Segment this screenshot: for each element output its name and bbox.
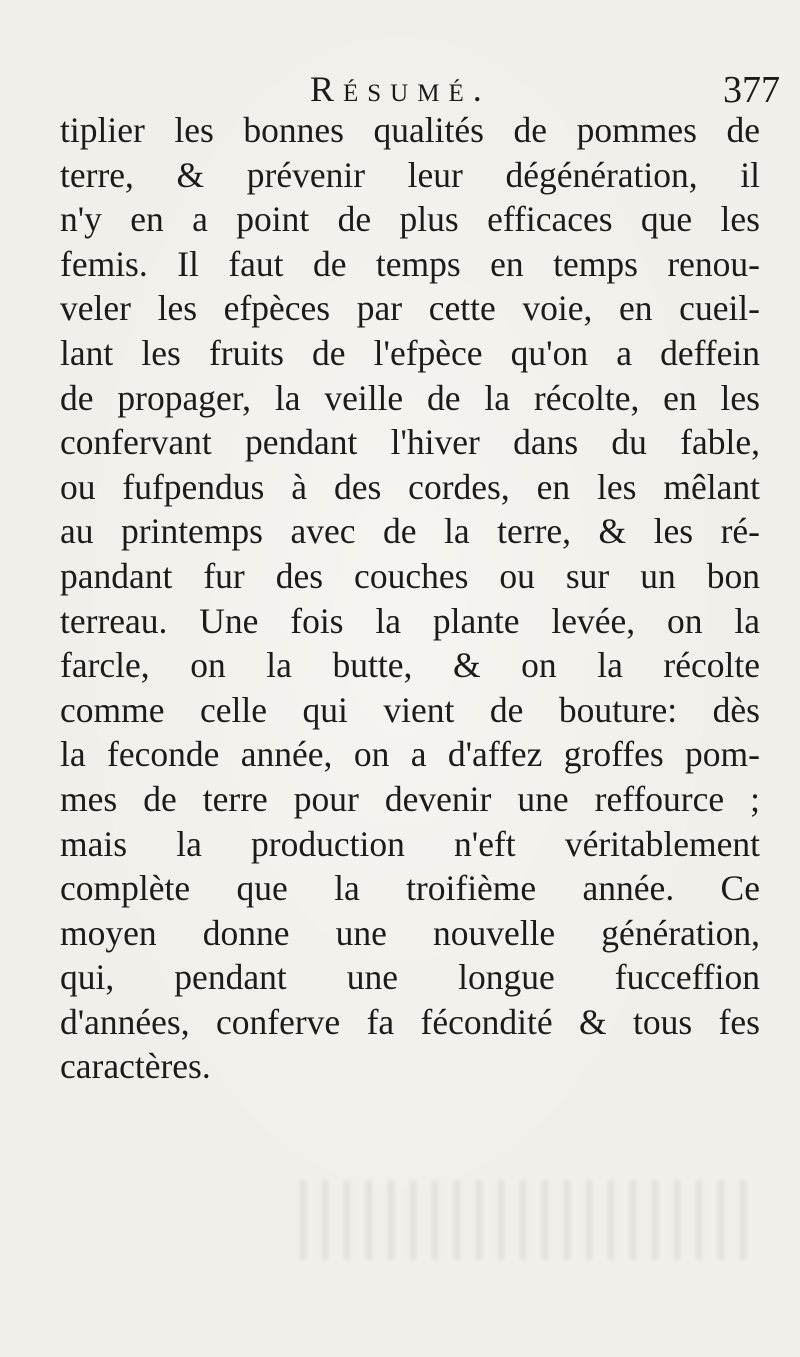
text-line: farcle, on la butte, & on la récolte xyxy=(60,645,760,686)
text-line: d'années, conferve fa fécondité & tous fes xyxy=(60,1001,760,1042)
text-line: comme celle qui vient de bouture: dès xyxy=(60,689,760,730)
text-line: veler les efpèces par cette voie, en cueil- xyxy=(60,288,760,329)
text-line: tiplier les bonnes qualités de pommes de xyxy=(60,110,760,150)
show-through-shadow xyxy=(300,1180,750,1260)
text-line: qui, pendant une longue fucceffion xyxy=(60,957,760,998)
text-line: confervant pendant l'hiver dans du fable, xyxy=(60,422,760,463)
text-line: mes de terre pour devenir une reffource ; xyxy=(60,778,760,819)
text-line: pandant fur des couches ou sur un bon xyxy=(60,555,760,596)
text-line: complète que la troifième année. Ce xyxy=(60,868,760,909)
text-line: femis. Il faut de temps en temps renou- xyxy=(60,243,760,284)
text-line: la feconde année, on a d'affez groffes pom- xyxy=(60,734,760,775)
running-title: Résumé. xyxy=(310,69,491,109)
text-line: terre, & prévenir leur dégénération, il xyxy=(60,154,760,195)
text-line: de propager, la veille de la récolte, en les xyxy=(60,377,760,418)
text-line: caractères. xyxy=(60,1046,211,1087)
text-line: mais la production n'eft véritablement xyxy=(60,823,760,864)
text-line: terreau. Une fois la plante levée, on la xyxy=(60,600,760,641)
text-line: lant les fruits de l'efpèce qu'on a deffein xyxy=(60,332,760,373)
body-text xyxy=(60,108,760,1089)
text-line: au printemps avec de la terre, & les ré- xyxy=(60,511,760,552)
text-line: ou fufpendus à des cordes, en les mêlant xyxy=(60,466,760,507)
text-line: n'y en a point de plus efficaces que les xyxy=(60,199,760,240)
page-number: 377 xyxy=(723,69,780,111)
text-line: moyen donne une nouvelle génération, xyxy=(60,912,760,953)
